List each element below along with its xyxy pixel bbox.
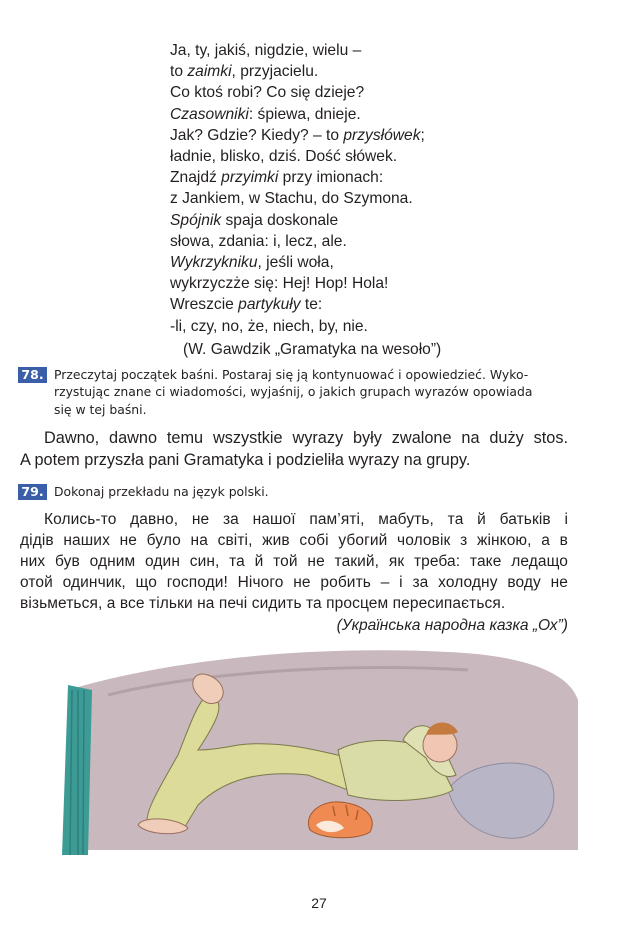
poem-term: Spójnik — [170, 211, 222, 229]
poem-text: , jeśli woła, — [257, 254, 334, 272]
text-line: дідів наших не було на світі, жив собі убогий чоловік з жінкою, а в — [20, 531, 568, 549]
poem-text: Ja, ty, jakiś, nigdzie, wielu – — [170, 42, 362, 59]
poem-line — [170, 188, 425, 209]
poem-text: spaja doskonale — [221, 211, 339, 229]
ukrainian-text-source: (Українська народна казка „Ох”) — [336, 617, 568, 634]
text-line: них був одним один син, та й той не такий, як треба: таке ледащо — [20, 552, 568, 570]
poem-source: (W. Gawdzik „Gramatyka na wesoło”) — [183, 341, 442, 358]
exercise-78 — [0, 366, 638, 426]
poem-term: przyimki — [221, 169, 279, 187]
poem-text: te: — [300, 296, 323, 314]
poem-line — [170, 294, 425, 315]
poem-line — [170, 125, 425, 146]
poem-line — [170, 167, 425, 188]
instruction-line: się w tej baśni. — [54, 401, 147, 417]
poem-text: wykrzyczże się: Hej! Hop! Hola! — [170, 275, 389, 293]
poem-text: ładnie, blisko, dziś. Dość słówek. — [170, 148, 398, 166]
exercise-number-badge: 79. — [18, 484, 47, 500]
poem-line — [170, 82, 425, 103]
poem-line — [170, 316, 425, 337]
page-number: 27 — [311, 895, 327, 911]
poem-text: z Jankiem, w Stachu, do Szymona. — [170, 190, 413, 208]
poem — [170, 40, 425, 337]
poem-line — [170, 210, 425, 231]
exercise-instruction — [54, 366, 574, 418]
text-line: Колись-то давно, не за нашої пам’яті, мабуть, та й батьків і — [44, 511, 568, 528]
text-line: візьметься, а все тільки на печі сидить та просцем пересипається. — [20, 594, 506, 612]
poem-line — [170, 231, 425, 252]
poem-term: Wykrzykniku — [170, 254, 258, 272]
instruction-line: Przeczytaj początek baśni. Postaraj się ją kontynuować i opowiedzieć. Wyko- — [54, 367, 529, 382]
poem-line — [170, 61, 425, 82]
poem-term: Czasowniki — [170, 105, 249, 123]
exercise-79 — [0, 483, 638, 503]
exercise-instruction: Dokonaj przekładu na język polski. — [54, 484, 269, 499]
exercise-number-badge: 78. — [18, 367, 47, 383]
poem-line — [170, 40, 425, 61]
poem-text: Wreszcie — [170, 296, 239, 314]
illustration — [48, 640, 588, 855]
poem-term: zaimki — [187, 63, 232, 81]
instruction-line: rzystując znane ci wiadomości, wyjaśnij, o jakich grupach wyrazów opowiada — [54, 384, 533, 400]
poem-text: Jak? Gdzie? Kiedy? – to — [170, 126, 344, 144]
paragraph-line: A potem przyszła pani Gramatyka i podzieliła wyrazy na grupy. — [20, 451, 471, 469]
poem-lines — [170, 40, 425, 337]
ukrainian-text — [20, 510, 568, 615]
text-line: отой одинчик, що господи! Нічого не робить – і за холодну воду не — [20, 573, 568, 591]
poem-line — [170, 146, 425, 167]
curtain — [62, 685, 92, 855]
poem-text: -li, czy, no, że, niech, by, nie. — [170, 317, 368, 335]
poem-text: , przyjacielu. — [231, 63, 319, 81]
poem-term: przysłówek — [343, 126, 421, 144]
poem-text: : śpiewa, dnieje. — [248, 105, 361, 123]
poem-text: przy imionach: — [278, 169, 384, 187]
poem-text: ; — [420, 126, 425, 144]
poem-text: słowa, zdania: i, lecz, ale. — [170, 232, 347, 250]
paragraph-78 — [20, 427, 568, 471]
poem-line — [170, 104, 425, 125]
poem-line — [170, 273, 425, 294]
poem-text: Znajdź — [170, 169, 222, 187]
poem-text: Co ktoś robi? Co się dzieje? — [170, 84, 365, 102]
paragraph-line: Dawno, dawno temu wszystkie wyrazy były zwalone na duży stos. — [44, 429, 568, 447]
poem-text: to — [170, 63, 188, 81]
poem-line — [170, 252, 425, 273]
poem-term: partykuły — [238, 296, 301, 314]
